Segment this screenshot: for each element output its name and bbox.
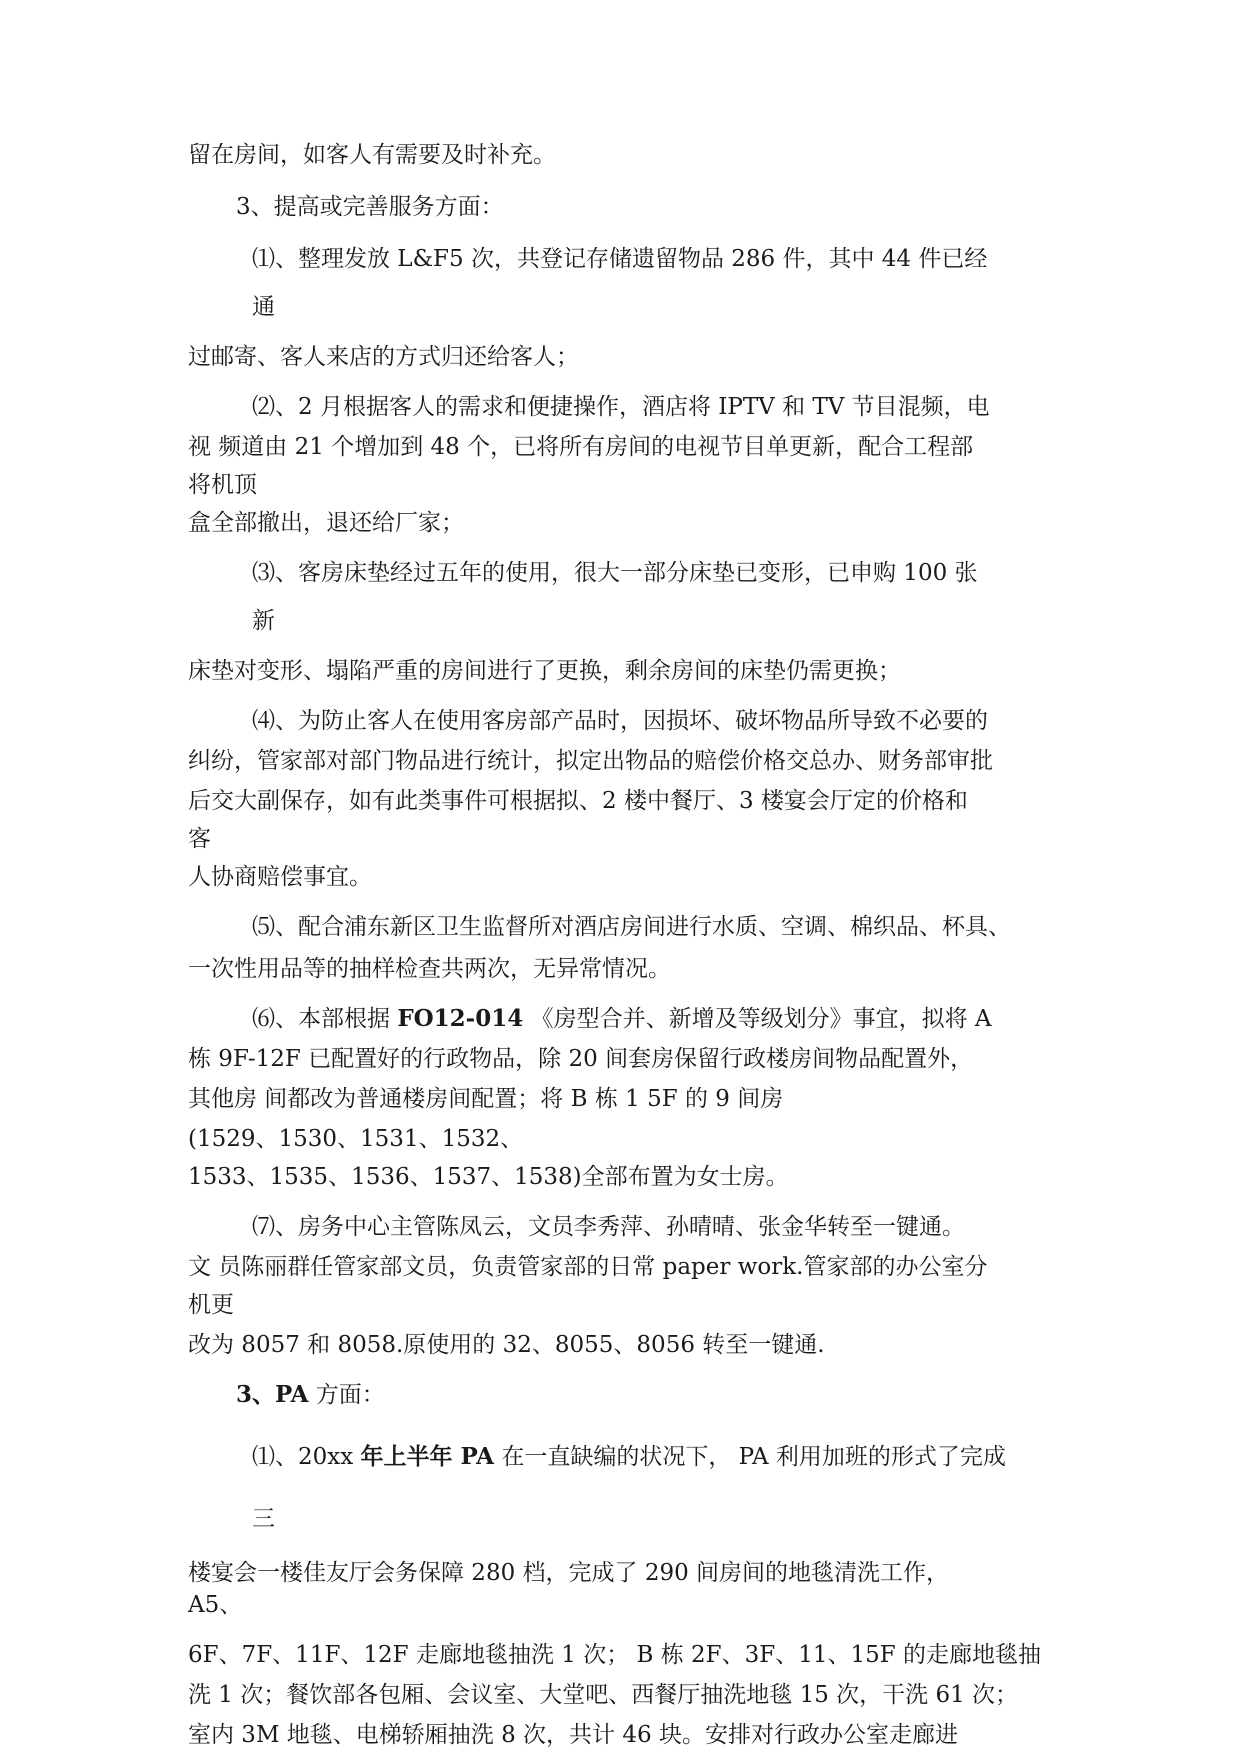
- text-line: A5、: [188, 1592, 243, 1618]
- text-line: 室内 3M 地毯、电梯轿厢抽洗 8 次，共计 46 块。安排对行政办公室走廊进: [188, 1722, 958, 1748]
- text-line: 文 员陈丽群任管家部文员，负责管家部的日常 paper work.管家部的办公室分: [188, 1254, 988, 1280]
- text-line: 机更: [188, 1292, 234, 1318]
- text-line: 客: [188, 826, 211, 852]
- text-line: 纠纷，管家部对部门物品进行统计，拟定出物品的赔偿价格交总办、财务部审批: [188, 748, 993, 774]
- text-line: 视 频道由 21 个增加到 48 个，已将所有房间的电视节目单更新，配合工程部: [188, 434, 974, 460]
- text-line: 留在房间，如客人有需要及时补充。: [188, 142, 556, 168]
- text-line: [252, 1442, 1006, 1472]
- text-line: ⑵、2 月根据客人的需求和便捷操作，酒店将 IPTV 和 TV 节目混频，电: [252, 394, 990, 420]
- text-line: 人协商赔偿事宜。: [188, 864, 372, 890]
- heading-text: 方面：: [315, 1382, 385, 1408]
- text-line: 三: [252, 1506, 275, 1532]
- text-line: 床垫对变形、塌陷严重的房间进行了更换，剩余房间的床垫仍需更换；: [188, 658, 901, 684]
- text-segment: 《房型合并、新增及等级划分》事宜，拟将 A: [530, 1006, 992, 1032]
- text-line: 通: [252, 294, 275, 320]
- text-segment: ⑴、20xx: [252, 1444, 354, 1470]
- text-line: 新: [252, 608, 275, 634]
- text-line: (1529、1530、1531、1532、: [188, 1126, 524, 1152]
- text-line: 其他房 间都改为普通楼房间配置；将 B 栋 1 5F 的 9 间房: [188, 1086, 784, 1112]
- text-line: ⑷、为防止客人在使用客房部产品时，因损坏、破坏物品所导致不必要的: [252, 708, 988, 734]
- text-line: 后交大副保存，如有此类事件可根据拟、2 楼中餐厅、3 楼宴会厅定的价格和: [188, 788, 968, 814]
- text-line: 栋 9F-12F 已配置好的行政物品，除 20 间套房保留行政楼房间物品配置外，: [188, 1046, 974, 1072]
- text-line: 一次性用品等的抽样检查共两次，无异常情况。: [188, 956, 671, 982]
- text-line: ⑸、配合浦东新区卫生监督所对酒店房间进行水质、空调、棉织品、杯具、: [252, 914, 1011, 940]
- section-heading: [236, 1380, 385, 1410]
- bold-segment: 年上半年 PA: [360, 1443, 495, 1470]
- text-line: ⑴、整理发放 L&F5 次，共登记存储遗留物品 286 件，其中 44 件已经: [252, 246, 988, 272]
- text-line: 改为 8057 和 8058.原使用的 32、8055、8056 转至一键通.: [188, 1332, 825, 1358]
- heading-bold: 3、PA: [236, 1381, 309, 1408]
- text-line: 洗 1 次；餐饮部各包厢、会议室、大堂吧、西餐厅抽洗地毯 15 次，干洗 61 次；: [188, 1682, 1019, 1708]
- text-segment: 在一直缺编的状况下， PA 利用加班的形式了完成: [501, 1444, 1006, 1470]
- text-line: 1533、1535、1536、1537、1538)全部布置为女士房。: [188, 1164, 789, 1190]
- text-line: ⑺、房务中心主管陈凤云，文员李秀萍、孙晴晴、张金华转至一键通。: [252, 1214, 965, 1240]
- text-line: 将机顶: [188, 472, 257, 498]
- text-line: 盒全部撤出，退还给厂家；: [188, 510, 464, 536]
- text-line: 6F、7F、11F、12F 走廊地毯抽洗 1 次； B 栋 2F、3F、11、15F 的走廊地毯抽: [188, 1642, 1042, 1668]
- section-heading: 3、提高或完善服务方面：: [236, 194, 504, 220]
- text-line: [252, 1004, 991, 1034]
- text-line: 过邮寄、客人来店的方式归还给客人；: [188, 344, 579, 370]
- text-segment: ⑹、本部根据: [252, 1006, 390, 1032]
- text-line: 楼宴会一楼佳友厅会务保障 280 档，完成了 290 间房间的地毯清洗工作，: [188, 1560, 950, 1586]
- document-code: FO12-014: [397, 1005, 524, 1032]
- text-line: ⑶、客房床垫经过五年的使用，很大一部分床垫已变形，已申购 100 张: [252, 560, 978, 586]
